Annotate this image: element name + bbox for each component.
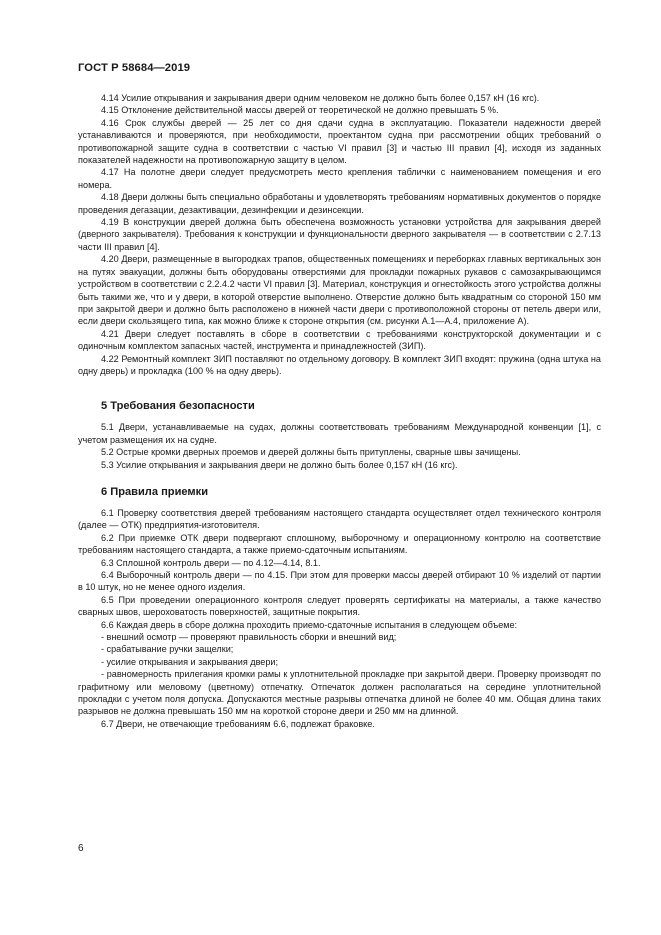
list-item-last: - равномерность прилегания кромки рамы к уплотнительной прокладке при закрытой двери. Проверку производят по графитному или меловому (цветному) отпечатку. Отпечаток должен располагаться на середине уплотнительной прокладки с учетом поля допуска. Допускаются местные разрывы отпечатка длиной не более 40 мм. Общая длина таких разрывов не должна превышать 150 мм на короткой стороне двери и 250 мм на длинной. (78, 669, 601, 717)
paragraph-4-21: 4.21 Двери следует поставлять в сборе в соответствии с требованиями конструкторской документации и с одиночным комплектом запасных частей, инструмента и принадлежностей (ЗИП). (78, 328, 601, 352)
paragraph-6-1: 6.1 Проверку соответствия дверей требованиям настоящего стандарта осуществляет отдел технического контроля (далее — ОТК) предприятия-изготовителя. (78, 507, 601, 531)
paragraph-6-4: 6.4 Выборочный контроль двери — по 4.15. При этом для проверки массы дверей отбирают 10 % изделий от партии в 10 штук, но не менее одного изделия. (78, 570, 601, 593)
paragraph-4-20: 4.20 Двери, размещенные в выгородках трапов, общественных помещениях и переборках главных вертикальных зон на путях эвакуации, должны быть оборудованы отверстиями для прокладки пожарных рукавов с самозакрывающимся устройством в соответствии с 2.2.4.2 части VI правил [3]. Материал, конструкция и огнестойкость этого устройства должны быть такими же, что и у двери, в которой отверстие выполнено. Отверстие должно быть квадратным со стороной 150 мм при закрытой двери и должно быть расположено в нижней части двери с противоположной стороны от петель двери или, если двери скользящего типа, как можно ближе к стороне открытия (см. рисунки А.1—А.4, приложение А). (78, 254, 601, 327)
paragraph-6-3: 6.3 Сплошной контроль двери — по 4.12—4.14, 8.1. (101, 557, 321, 568)
paragraph-6-6: 6.6 Каждая дверь в сборе должна проходить приемо-сдаточные испытания в следующем объеме: (101, 619, 518, 630)
page-number: 6 (78, 843, 84, 854)
paragraph-4-19: 4.19 В конструкции дверей должна быть обеспечена возможность установки устройства для закрывания дверей (дверного закрывателя). Требования к конструкции и функциональности дверного закрывателя — в соответствии с 2.7.13 части III правил [4]. (78, 217, 601, 252)
paragraph-4-17: 4.17 На полотне двери следует предусмотреть место крепления таблички с наименованием помещения и его номера. (78, 167, 601, 190)
paragraph-6-5: 6.5 При проведении операционного контроля следует проверять сертификаты на материалы, а также качество сварных швов, шероховатость поверхностей, защитные покрытия. (78, 594, 601, 618)
document-body (78, 92, 601, 730)
list-item: - срабатывание ручки защелки; (101, 644, 234, 655)
paragraph-6-2: 6.2 При приемке ОТК двери подвергают сплошному, выборочному и операционному контролю на соответствие требованиям настоящего стандарта, а также приемо-сдаточным испытаниям. (78, 532, 601, 556)
paragraph-4-14: 4.14 Усилие открывания и закрывания двери одним человеком не должно быть более 0,157 кН (16 кгс). (101, 93, 540, 103)
section-5-heading: 5 Требования безопасности (101, 400, 255, 413)
paragraph-6-7: 6.7 Двери, не отвечающие требованиям 6.6, подлежат браковке. (101, 718, 375, 729)
list-item: - внешний осмотр — проверяют правильность сборки и внешний вид; (101, 632, 397, 643)
paragraph-5-1: 5.1 Двери, устанавливаемые на судах, должны соответствовать требованиям Международной конвенции [1], с учетом размещения их на судне. (78, 422, 601, 445)
paragraph-4-15: 4.15 Отклонение действительной массы дверей от теоретической не должно превышать 5 %. (101, 105, 499, 116)
paragraph-4-16: 4.16 Срок службы дверей — 25 лет со дня сдачи судна в эксплуатацию. Показатели надежности дверей устанавливаются и проверяются, при необходимости, проектантом судна при рассмотрении общих требований о противопожарной защите судна в соответствии с частью VI правил [3] и частью III правил [4], исходя из заданных показателей надежности на противопожарную защиту в целом. (78, 117, 601, 166)
list-item: - усилие открывания и закрывания двери; (101, 656, 279, 667)
paragraph-4-18: 4.18 Двери должны быть специально обработаны и удовлетворять требованиям нормативных документов о порядке проведения дегазации, дезактивации, дезинфекции и дезинсекции. (78, 192, 601, 215)
paragraph-5-3: 5.3 Усилие открывания и закрывания двери не должно быть более 0,157 кН (16 кгс). (101, 459, 458, 470)
standard-header: ГОСТ Р 58684—2019 (78, 62, 191, 74)
section-6-heading: 6 Правила приемки (101, 485, 209, 498)
paragraph-4-22: 4.22 Ремонтный комплект ЗИП поставляют по отдельному договору. В комплект ЗИП входят: пружина (одна штука на одну дверь) и прокладка (100 % на одну дверь). (78, 353, 601, 376)
paragraph-5-2: 5.2 Острые кромки дверных проемов и дверей должны быть притуплены, сварные швы зачищены. (101, 447, 521, 458)
